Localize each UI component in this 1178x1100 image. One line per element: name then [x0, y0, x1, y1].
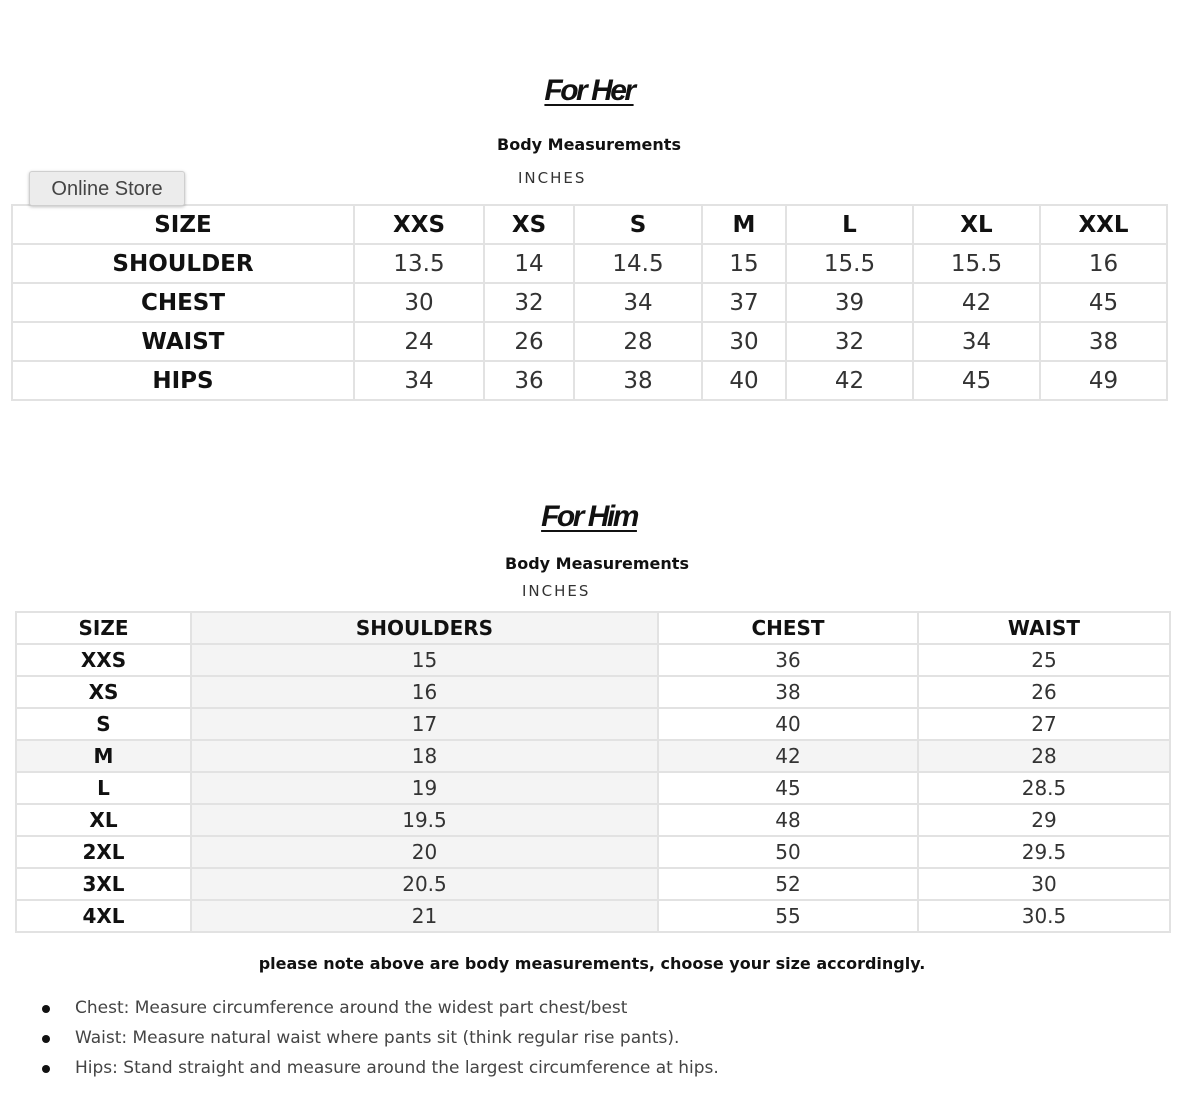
her-col-header: XS: [484, 205, 574, 244]
table-row: [16, 772, 1170, 804]
him-measurement-cell: 30: [918, 868, 1170, 900]
him-measurement-cell: 45: [658, 772, 918, 804]
him-col-header: SHOULDERS: [191, 612, 658, 644]
her-row-label: WAIST: [12, 322, 354, 361]
table-row: [16, 676, 1170, 708]
her-measurement-cell: 13.5: [354, 244, 484, 283]
him-units-label: INCHES: [522, 582, 591, 600]
her-measurement-cell: 34: [913, 322, 1040, 361]
her-measurement-cell: 49: [1040, 361, 1167, 400]
him-size-label: L: [16, 772, 191, 804]
her-size-table: [11, 204, 1168, 401]
him-measurement-cell: 19.5: [191, 804, 658, 836]
tip-text: Hips: Stand straight and measure around the largest circumference at hips.: [75, 1058, 719, 1078]
him-measurement-cell: 26: [918, 676, 1170, 708]
him-col-header: CHEST: [658, 612, 918, 644]
her-row-label: CHEST: [12, 283, 354, 322]
table-row: [16, 868, 1170, 900]
him-subtitle: Body Measurements: [505, 554, 689, 573]
her-measurement-cell: 36: [484, 361, 574, 400]
him-measurement-cell: 19: [191, 772, 658, 804]
her-row-label: HIPS: [12, 361, 354, 400]
her-measurement-cell: 30: [702, 322, 786, 361]
her-measurement-cell: 39: [786, 283, 913, 322]
him-measurement-cell: 28: [918, 740, 1170, 772]
her-measurement-cell: 40: [702, 361, 786, 400]
her-measurement-cell: 38: [1040, 322, 1167, 361]
him-size-label: 3XL: [16, 868, 191, 900]
him-measurement-cell: 20.5: [191, 868, 658, 900]
her-title: For Her: [544, 74, 634, 107]
table-row: [16, 900, 1170, 932]
her-measurement-cell: 24: [354, 322, 484, 361]
her-measurement-cell: 15: [702, 244, 786, 283]
her-units-label: INCHES: [518, 169, 587, 187]
bullet-icon: [42, 1065, 50, 1073]
her-measurement-cell: 45: [913, 361, 1040, 400]
her-measurement-cell: 42: [786, 361, 913, 400]
list-item: [40, 1056, 719, 1086]
him-size-label: XS: [16, 676, 191, 708]
him-measurement-cell: 20: [191, 836, 658, 868]
him-size-label: 2XL: [16, 836, 191, 868]
her-measurement-cell: 38: [574, 361, 702, 400]
him-size-label: S: [16, 708, 191, 740]
her-measurement-cell: 34: [354, 361, 484, 400]
him-measurement-cell: 50: [658, 836, 918, 868]
him-title: For Him: [541, 500, 637, 533]
bullet-icon: [42, 1005, 50, 1013]
her-col-header: XXL: [1040, 205, 1167, 244]
her-measurement-cell: 30: [354, 283, 484, 322]
him-measurement-cell: 38: [658, 676, 918, 708]
her-col-header: S: [574, 205, 702, 244]
him-measurement-cell: 30.5: [918, 900, 1170, 932]
her-measurement-cell: 16: [1040, 244, 1167, 283]
him-measurement-cell: 28.5: [918, 772, 1170, 804]
him-size-label: M: [16, 740, 191, 772]
her-measurement-cell: 32: [786, 322, 913, 361]
him-size-label: XL: [16, 804, 191, 836]
table-row: [12, 283, 1167, 322]
her-measurement-cell: 14: [484, 244, 574, 283]
table-row: [16, 804, 1170, 836]
her-measurement-cell: 45: [1040, 283, 1167, 322]
her-measurement-cell: 15.5: [786, 244, 913, 283]
him-size-label: XXS: [16, 644, 191, 676]
him-measurement-cell: 27: [918, 708, 1170, 740]
her-subtitle: Body Measurements: [497, 135, 681, 154]
tip-text: Chest: Measure circumference around the widest part chest/best: [75, 998, 628, 1018]
him-size-table: [15, 611, 1171, 933]
tip-text: Waist: Measure natural waist where pants sit (think regular rise pants).: [75, 1028, 680, 1048]
him-measurement-cell: 16: [191, 676, 658, 708]
him-measurement-cell: 21: [191, 900, 658, 932]
her-col-header: XL: [913, 205, 1040, 244]
him-measurement-cell: 25: [918, 644, 1170, 676]
her-measurement-cell: 34: [574, 283, 702, 322]
her-measurement-cell: 28: [574, 322, 702, 361]
list-item: [40, 996, 719, 1026]
her-measurement-cell: 42: [913, 283, 1040, 322]
him-measurement-cell: 17: [191, 708, 658, 740]
him-measurement-cell: 48: [658, 804, 918, 836]
table-row: [12, 361, 1167, 400]
him-measurement-cell: 55: [658, 900, 918, 932]
measurement-tips-list: [40, 996, 719, 1086]
her-measurement-cell: 26: [484, 322, 574, 361]
body-measurement-note: please note above are body measurements, choose your size accordingly.: [258, 954, 926, 973]
her-row-label: SHOULDER: [12, 244, 354, 283]
list-item: [40, 1026, 719, 1056]
table-row: [16, 644, 1170, 676]
him-measurement-cell: 29: [918, 804, 1170, 836]
him-measurement-cell: 36: [658, 644, 918, 676]
him-measurement-cell: 42: [658, 740, 918, 772]
him-col-header: SIZE: [16, 612, 191, 644]
him-measurement-cell: 40: [658, 708, 918, 740]
him-measurement-cell: 18: [191, 740, 658, 772]
him-size-label: 4XL: [16, 900, 191, 932]
her-col-header: XXS: [354, 205, 484, 244]
her-col-header: SIZE: [12, 205, 354, 244]
table-row: [12, 322, 1167, 361]
him-col-header: WAIST: [918, 612, 1170, 644]
table-row: [12, 244, 1167, 283]
her-measurement-cell: 14.5: [574, 244, 702, 283]
online-store-badge[interactable]: Online Store: [29, 171, 185, 206]
him-measurement-cell: 15: [191, 644, 658, 676]
her-measurement-cell: 37: [702, 283, 786, 322]
him-header-row: [16, 612, 1170, 644]
her-col-header: M: [702, 205, 786, 244]
bullet-icon: [42, 1035, 50, 1043]
table-row: [16, 836, 1170, 868]
table-row: [16, 740, 1170, 772]
her-measurement-cell: 32: [484, 283, 574, 322]
him-measurement-cell: 29.5: [918, 836, 1170, 868]
her-measurement-cell: 15.5: [913, 244, 1040, 283]
her-header-row: [12, 205, 1167, 244]
her-col-header: L: [786, 205, 913, 244]
him-measurement-cell: 52: [658, 868, 918, 900]
table-row: [16, 708, 1170, 740]
